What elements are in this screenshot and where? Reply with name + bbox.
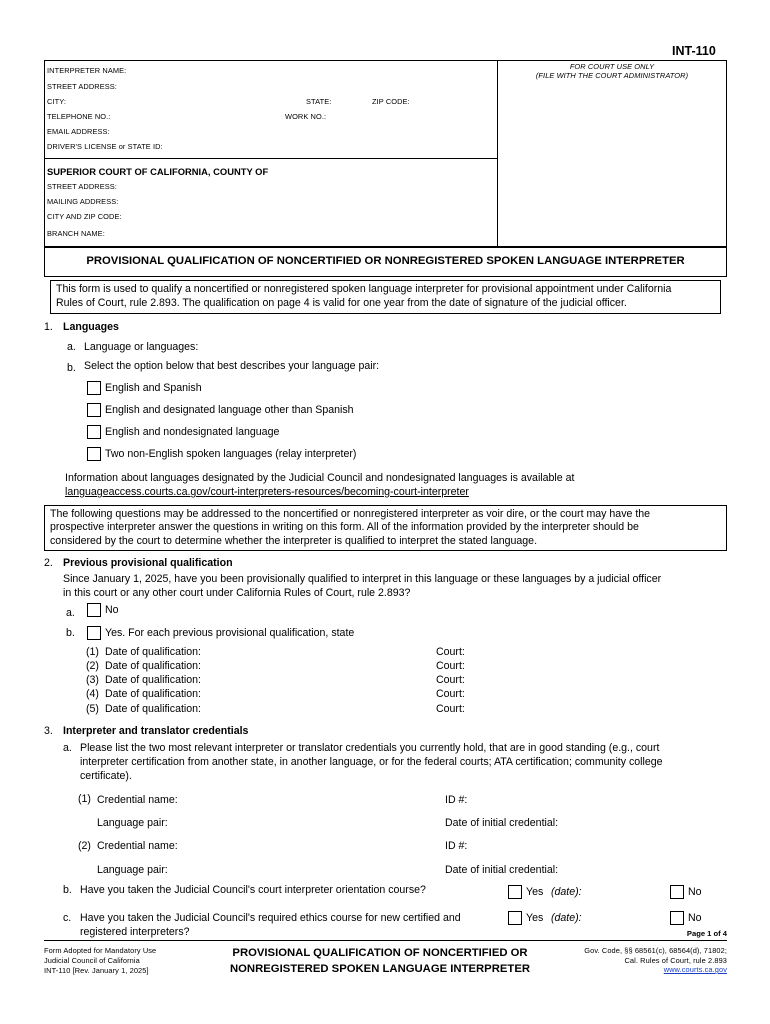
section-1b-label: b. [67,362,76,374]
qualification-row-1-court-label: Court: [436,646,465,658]
option-nondesignated-label: English and nondesignated language [105,426,280,438]
notice-line-2: prospective interpreter answer the questions in writing on this form. All of the information provided by the interpreter should be [50,521,639,533]
qualification-row-2-court-label: Court: [436,660,465,672]
court-use-sublabel: (FILE WITH THE COURT ADMINISTRATOR) [535,71,689,80]
court-title: SUPERIOR COURT OF CALIFORNIA, COUNTY OF [47,166,269,177]
orientation-no-checkbox[interactable] [670,885,684,899]
option-relay-label: Two non-English spoken languages (relay interpreter) [105,448,357,460]
qualification-row-1-date-label: Date of qualification: [105,646,201,658]
email-label: EMAIL ADDRESS: [47,127,110,136]
orientation-yes-checkbox[interactable] [508,885,522,899]
qualification-row-3-date-label: Date of qualification: [105,674,201,686]
qualification-row-5-number: (5) [86,703,99,715]
page-number: Page 1 of 4 [686,929,727,938]
street-address-label: STREET ADDRESS: [47,82,117,91]
footer-gov-code: Gov. Code, §§ 68561(c), 68564(d), 71802; [584,946,727,955]
court-use-label: FOR COURT USE ONLY [569,62,655,71]
section-2-question-line-1: Since January 1, 2025, have you been provisionally qualified to interpret in this language or these languages by a judicial officer [63,573,662,585]
section-3a-line-2: interpreter certification from another state, in another language, or for the federal courts; ATA certification; community college [80,756,663,768]
qualification-row-3-number: (3) [86,674,99,686]
credential-1-date-label: Date of initial credential: [445,817,559,829]
credential-1-name-label: Credential name: [97,794,178,806]
court-mailing-label: MAILING ADDRESS: [47,197,119,206]
ethics-yes-checkbox[interactable] [508,911,522,925]
section-1-heading: Languages [63,321,119,333]
ethics-no-label: No [688,912,702,924]
footer-revision: INT-110 [Rev. January 1, 2025] [44,966,149,975]
court-street-label: STREET ADDRESS: [47,182,117,191]
court-city-zip-label: CITY AND ZIP CODE: [47,212,122,221]
ethics-date-label: (date): [551,912,582,924]
qualification-row-5-date-label: Date of qualification: [105,703,201,715]
telephone-label: TELEPHONE NO.: [47,112,111,121]
qualification-row-4-court-label: Court: [436,688,465,700]
section-3a-line-1: Please list the two most relevant interpreter or translator credentials you currently hold, that are in good standing (e.g., court [80,742,660,754]
credential-2-name-label: Credential name: [97,840,178,852]
form-id: INT-110 [672,44,716,58]
state-label: STATE: [306,97,332,106]
option-english-spanish-checkbox[interactable] [87,381,101,395]
zip-label: ZIP CODE: [372,97,410,106]
footer-website-link[interactable]: www.courts.ca.gov [663,965,727,974]
footer-title-line-1: PROVISIONAL QUALIFICATION OF NONCERTIFIED OR [232,947,528,959]
work-no-label: WORK NO.: [285,112,327,121]
intro-line-2: Rules of Court, rule 2.893. The qualification on page 4 is valid for one year from the date of signature of the judicial officer. [56,297,627,309]
qualification-row-5-court-label: Court: [436,703,465,715]
credential-2-pair-label: Language pair: [97,864,168,876]
header-divider [497,60,498,247]
section-1b-text: Select the option below that best describes your language pair: [84,360,380,372]
option-designated-label: English and designated language other than Spanish [105,404,354,416]
section-1a-label: a. [67,341,76,353]
credential-1-number: (1) [78,793,91,805]
section-3c-line-2: registered interpreters? [80,926,190,938]
previous-qualification-no-label: No [105,604,119,616]
qualification-row-4-number: (4) [86,688,99,700]
header-hline [44,158,497,159]
option-designated-checkbox[interactable] [87,403,101,417]
section-1a-text: Language or languages: [84,341,199,353]
orientation-no-label: No [688,886,702,898]
section-3a-label: a. [63,742,72,754]
option-english-spanish-label: English and Spanish [105,382,202,394]
footer-rule [44,940,727,941]
footer-council: Judicial Council of California [44,956,140,965]
qualification-row-2-date-label: Date of qualification: [105,660,201,672]
previous-qualification-yes-checkbox[interactable] [87,626,101,640]
section-2a-label: a. [66,607,75,619]
court-branch-label: BRANCH NAME: [47,229,105,238]
drivers-license-label: DRIVER'S LICENSE or STATE ID: [47,142,163,151]
section-2b-label: b. [66,627,75,639]
section-2-question-line-2: in this court or any other court under California Rules of Court, rule 2.893? [63,587,411,599]
form-title: PROVISIONAL QUALIFICATION OF NONCERTIFIED OR NONREGISTERED SPOKEN LANGUAGE INTERPRETER [86,255,685,267]
credential-2-number: (2) [78,840,91,852]
section-3a-line-3: certificate). [80,770,132,782]
section-3b-text: Have you taken the Judicial Council's court interpreter orientation course? [80,884,426,896]
ethics-yes-label: Yes [526,912,544,924]
header-box [44,60,727,247]
section-2-heading: Previous provisional qualification [63,557,233,569]
interpreter-name-label: INTERPRETER NAME: [47,66,127,75]
ethics-no-checkbox[interactable] [670,911,684,925]
footer-rules: Cal. Rules of Court, rule 2.893 [624,956,727,965]
footer-title-line-2: NONREGISTERED SPOKEN LANGUAGE INTERPRETER [229,963,531,975]
credential-1-pair-label: Language pair: [97,817,168,829]
option-nondesignated-checkbox[interactable] [87,425,101,439]
section-3-number: 3. [44,725,53,737]
intro-line-1: This form is used to qualify a noncertified or nonregistered spoken language interpreter for provisional appointment under California [56,283,672,295]
city-label: CITY: [47,97,66,106]
qualification-row-4-date-label: Date of qualification: [105,688,201,700]
section-3b-label: b. [63,884,72,896]
qualification-row-2-number: (2) [86,660,99,672]
credential-2-id-label: ID #: [445,840,468,852]
notice-line-3: considered by the court to determine whether the interpreter is qualified to interpret the stated language. [50,535,538,547]
section-3c-label: c. [63,912,72,924]
section-2-number: 2. [44,557,53,569]
qualification-row-3-court-label: Court: [436,674,465,686]
credential-2-date-label: Date of initial credential: [445,864,559,876]
previous-qualification-yes-label: Yes. For each previous provisional qualification, state [105,627,355,639]
section-3c-line-1: Have you taken the Judicial Council's required ethics course for new certified and [80,912,461,924]
notice-line-1: The following questions may be addressed to the noncertified or nonregistered interpreter as voir dire, or the court may have the [50,508,651,520]
qualification-row-1-number: (1) [86,646,99,658]
orientation-yes-label: Yes [526,886,544,898]
section-1-number: 1. [44,321,53,333]
languages-info-text: Information about languages designated by the Judicial Council and nondesignated languages is available at [65,472,575,484]
section-3-heading: Interpreter and translator credentials [63,725,249,737]
option-relay-checkbox[interactable] [87,447,101,461]
languages-info-link[interactable]: languageaccess.courts.ca.gov/court-interpreters-resources/becoming-court-interpreter [65,486,469,498]
footer-adopted: Form Adopted for Mandatory Use [44,946,157,955]
previous-qualification-no-checkbox[interactable] [87,603,101,617]
credential-1-id-label: ID #: [445,794,468,806]
orientation-date-label: (date): [551,886,582,898]
